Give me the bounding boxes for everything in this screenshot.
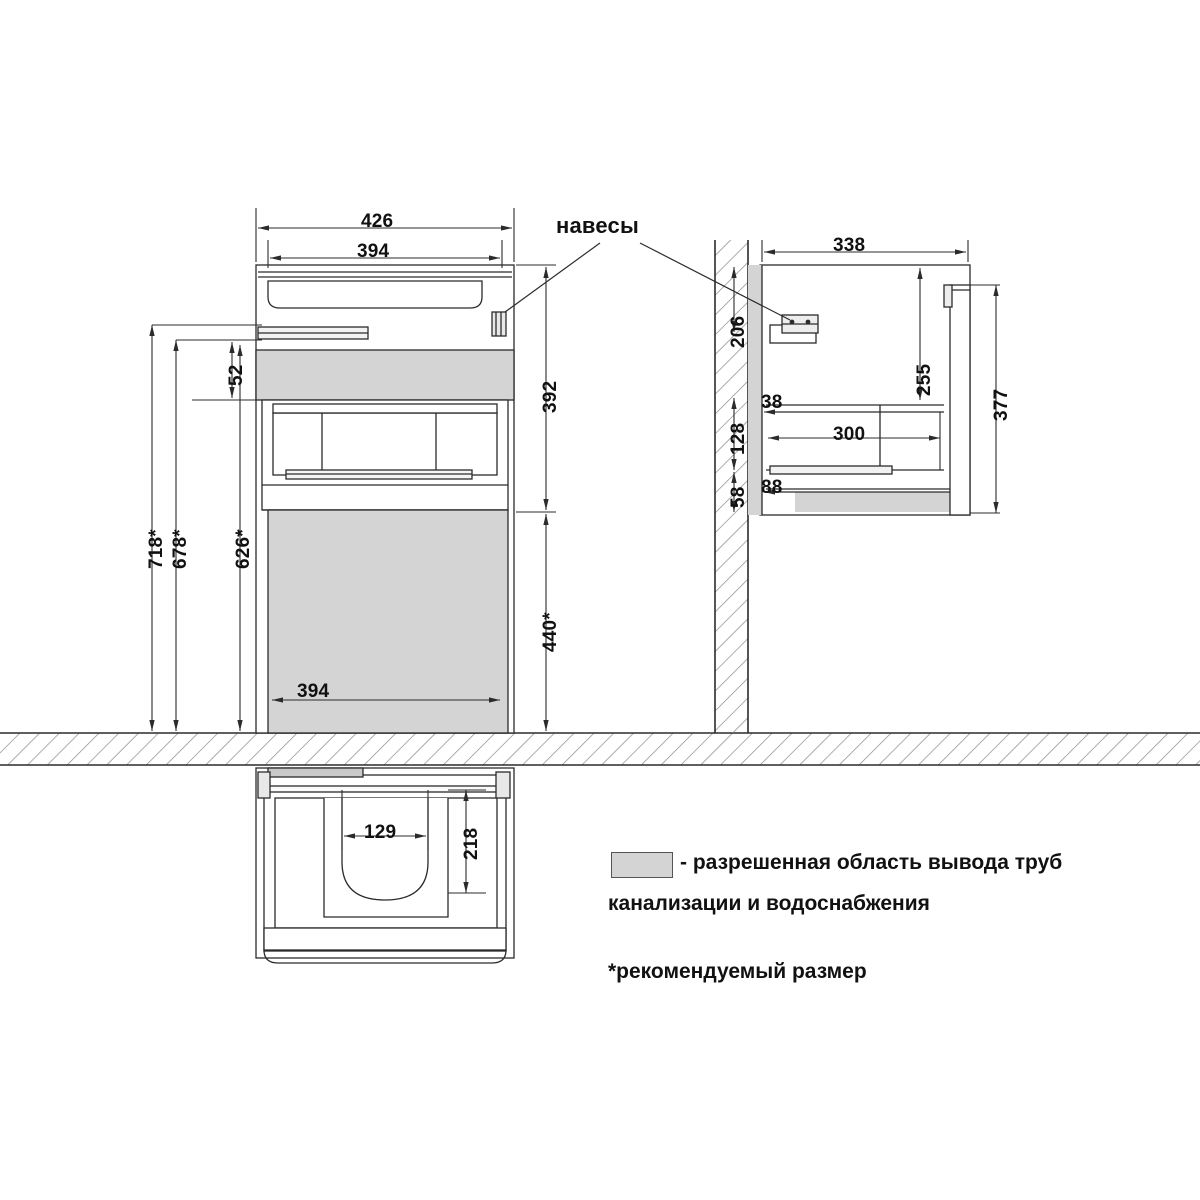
- dim-218: 218: [461, 827, 482, 860]
- dim-255: 255: [914, 363, 935, 396]
- legend-line-1: - разрешенная область вывода труб: [680, 851, 1063, 874]
- dim-678: 678*: [170, 529, 191, 569]
- dim-58: 58: [728, 486, 749, 508]
- callout-naves: навесы: [556, 213, 639, 238]
- legend-footnote: *рекомендуемый размер: [608, 960, 867, 983]
- dim-440: 440*: [540, 612, 561, 652]
- legend-swatch: [611, 852, 673, 878]
- dim-626: 626*: [233, 529, 254, 569]
- dim-128: 128: [728, 422, 749, 455]
- dim-206: 206: [728, 315, 749, 348]
- dim-394-top: 394: [357, 241, 390, 262]
- dim-394-door: 394: [297, 681, 330, 702]
- dim-300: 300: [833, 424, 866, 445]
- dim-392: 392: [540, 380, 561, 413]
- dim-718: 718*: [146, 529, 167, 569]
- dim-52: 52: [226, 364, 247, 386]
- dim-88: 88: [761, 477, 783, 498]
- dim-129: 129: [364, 822, 397, 843]
- dim-377: 377: [991, 388, 1012, 421]
- dim-426: 426: [361, 211, 394, 232]
- dim-38: 38: [761, 392, 783, 413]
- legend-line-2: канализации и водоснабжения: [608, 892, 930, 915]
- dim-338: 338: [833, 235, 866, 256]
